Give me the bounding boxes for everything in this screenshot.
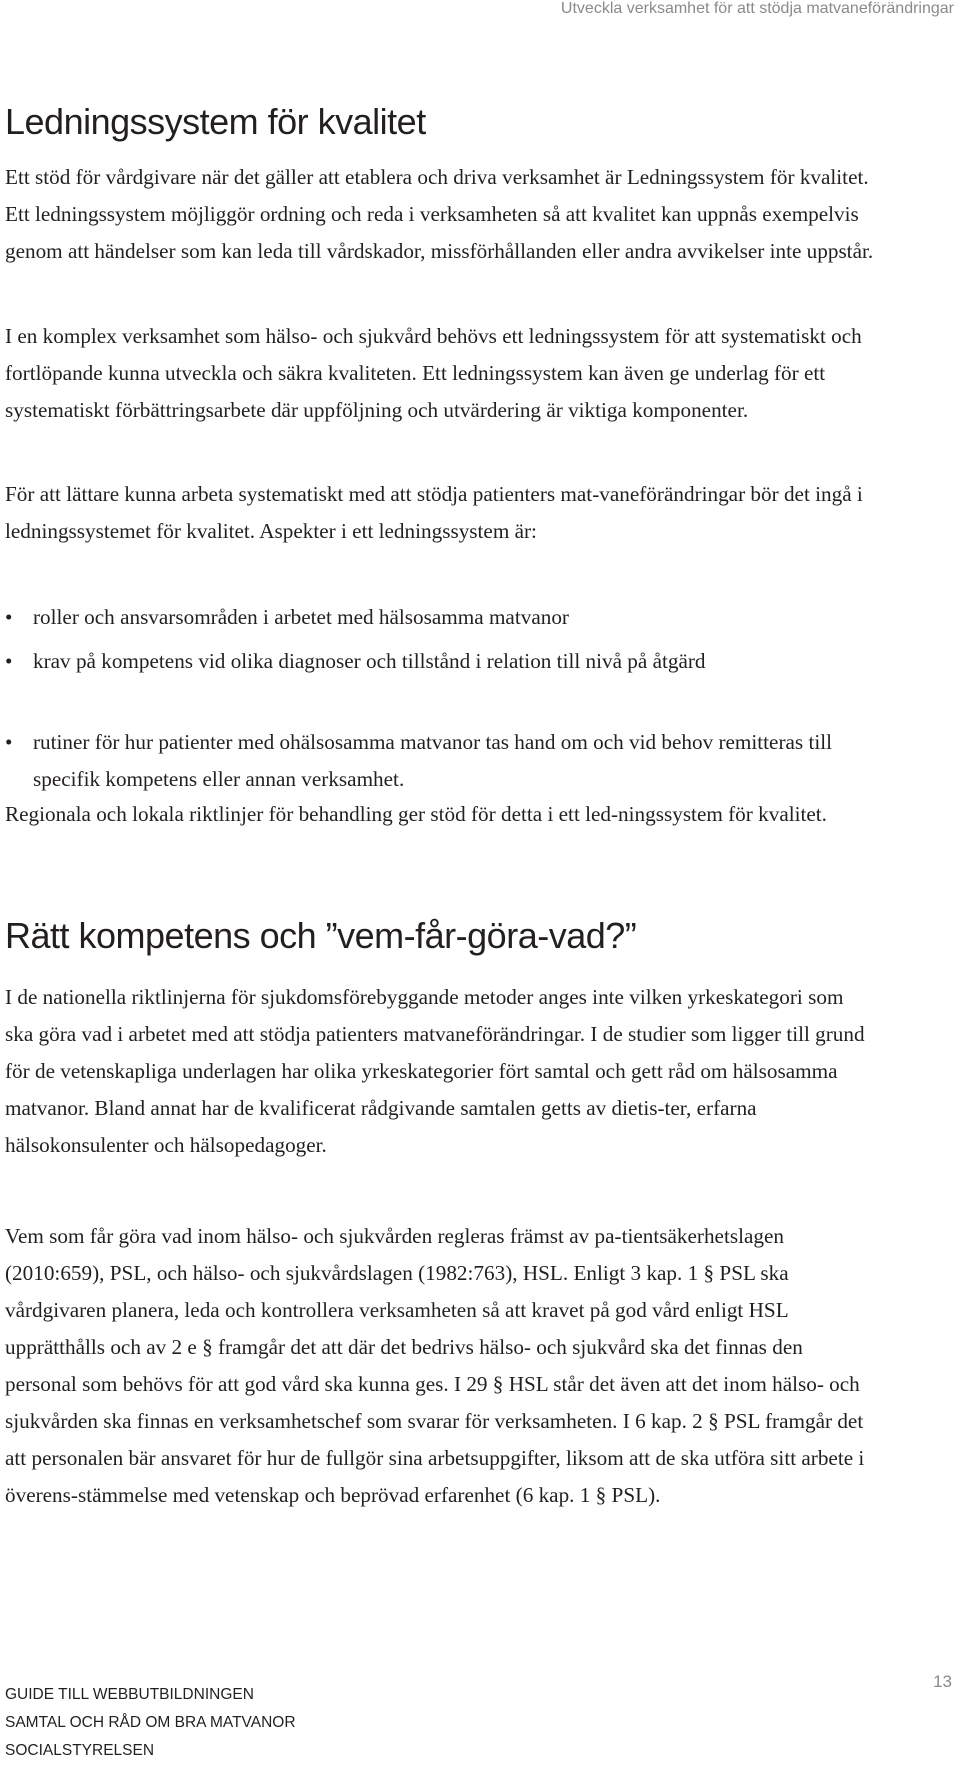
section-heading-ledningssystem: Ledningssystem för kvalitet: [5, 101, 426, 142]
body-paragraph: Vem som får göra vad inom hälso- och sjukvården regleras främst av pa-tientsäkerhetslagen (2010:659), PSL, och hälso- och sjukvårdslagen (1982:763), HSL. Enligt 3 kap. 1 § PSL ska vårdgivaren planera, leda och kontrollera verksamheten så att kravet på god vård enligt HSL upprätthålls och av 2 e § framgår det att där det bedrivs hälso- och sjukvård ska det finnas den personal som behövs för att god vård ska kunna ges. I 29 § HSL står det även att det inom hälso- och sjukvården ska finnas en verksamhetschef som svarar för verksamheten. I 6 kap. 2 § PSL framgår det att personalen bär ansvaret för hur de fullgör sina arbetsuppgifter, liksom att de ska utföra sitt arbete i överens-stämmelse med vetenskap och beprövad erfarenhet (6 kap. 1 § PSL).: [5, 1224, 865, 1507]
bullet-list-item: [5, 724, 875, 798]
footer-line: SOCIALSTYRELSEN: [5, 1742, 155, 1759]
body-paragraph: I en komplex verksamhet som hälso- och sjukvård behövs ett ledningssystem för att systematiskt och fortlöpande kunna utveckla och säkra kvaliteten. Ett ledningssystem kan även ge underlag för ett systematiskt förbättringsarbete där uppföljning och utvärdering är viktiga komponenter.: [5, 324, 862, 422]
bullet-icon: •: [5, 649, 13, 673]
running-header: [0, 0, 960, 20]
footer-line: SAMTAL OCH RÅD OM BRA MATVANOR: [5, 1714, 296, 1731]
page-footer: [5, 1681, 296, 1765]
body-paragraph: Regionala och lokala riktlinjer för behandling ger stöd för detta i ett led-ningssystem för kvalitet.: [5, 802, 827, 826]
footer-line: GUIDE TILL WEBBUTBILDNINGEN: [5, 1686, 254, 1703]
running-header-title: Utveckla verksamhet för att stödja matvaneförändringar: [560, 0, 954, 17]
bullet-text: krav på kompetens vid olika diagnoser och tillstånd i relation till nivå på åtgärd: [33, 649, 706, 673]
bullet-icon: •: [5, 730, 13, 754]
bullet-text: roller och ansvarsområden i arbetet med hälsosamma matvanor: [33, 605, 569, 629]
bullet-list-item: [5, 599, 875, 636]
section-heading-kompetens: Rätt kompetens och ”vem-får-göra-vad?”: [5, 915, 637, 956]
bullet-list-item: [5, 643, 875, 680]
body-paragraph: För att lättare kunna arbeta systematiskt med att stödja patienters mat-vaneförändringar bör det ingå i ledningssystemet för kvalitet. Aspekter i ett ledningssystem är:: [5, 482, 863, 543]
body-paragraph: I de nationella riktlinjerna för sjukdomsförebyggande metoder anges inte vilken yrkeskategori som ska göra vad i arbetet med att stödja patienters matvaneförändringar. I de studier som ligger till grund för de vetenskapliga underlagen har olika yrkeskategorier fört samtal och gett råd om hälsosamma matvanor. Bland annat har de kvalificerat rådgivande samtalen getts av dietis-ter, erfarna hälsokonsulenter och hälsopedagoger.: [5, 985, 865, 1157]
page-number: 13: [933, 1672, 952, 1691]
body-paragraph: Ett stöd för vårdgivare när det gäller att etablera och driva verksamhet är Ledningssystem för kvalitet. Ett ledningssystem möjliggör ordning och reda i verksamheten så att kvalitet kan uppnås exempelvis genom att händelser som kan leda till vårdskador, missförhållanden eller andra avvikelser inte uppstår.: [5, 165, 874, 263]
bullet-text: rutiner för hur patienter med ohälsosamma matvanor tas hand om och vid behov remitteras till specifik kompetens eller annan verksamhet.: [33, 730, 833, 791]
bullet-icon: •: [5, 605, 13, 629]
